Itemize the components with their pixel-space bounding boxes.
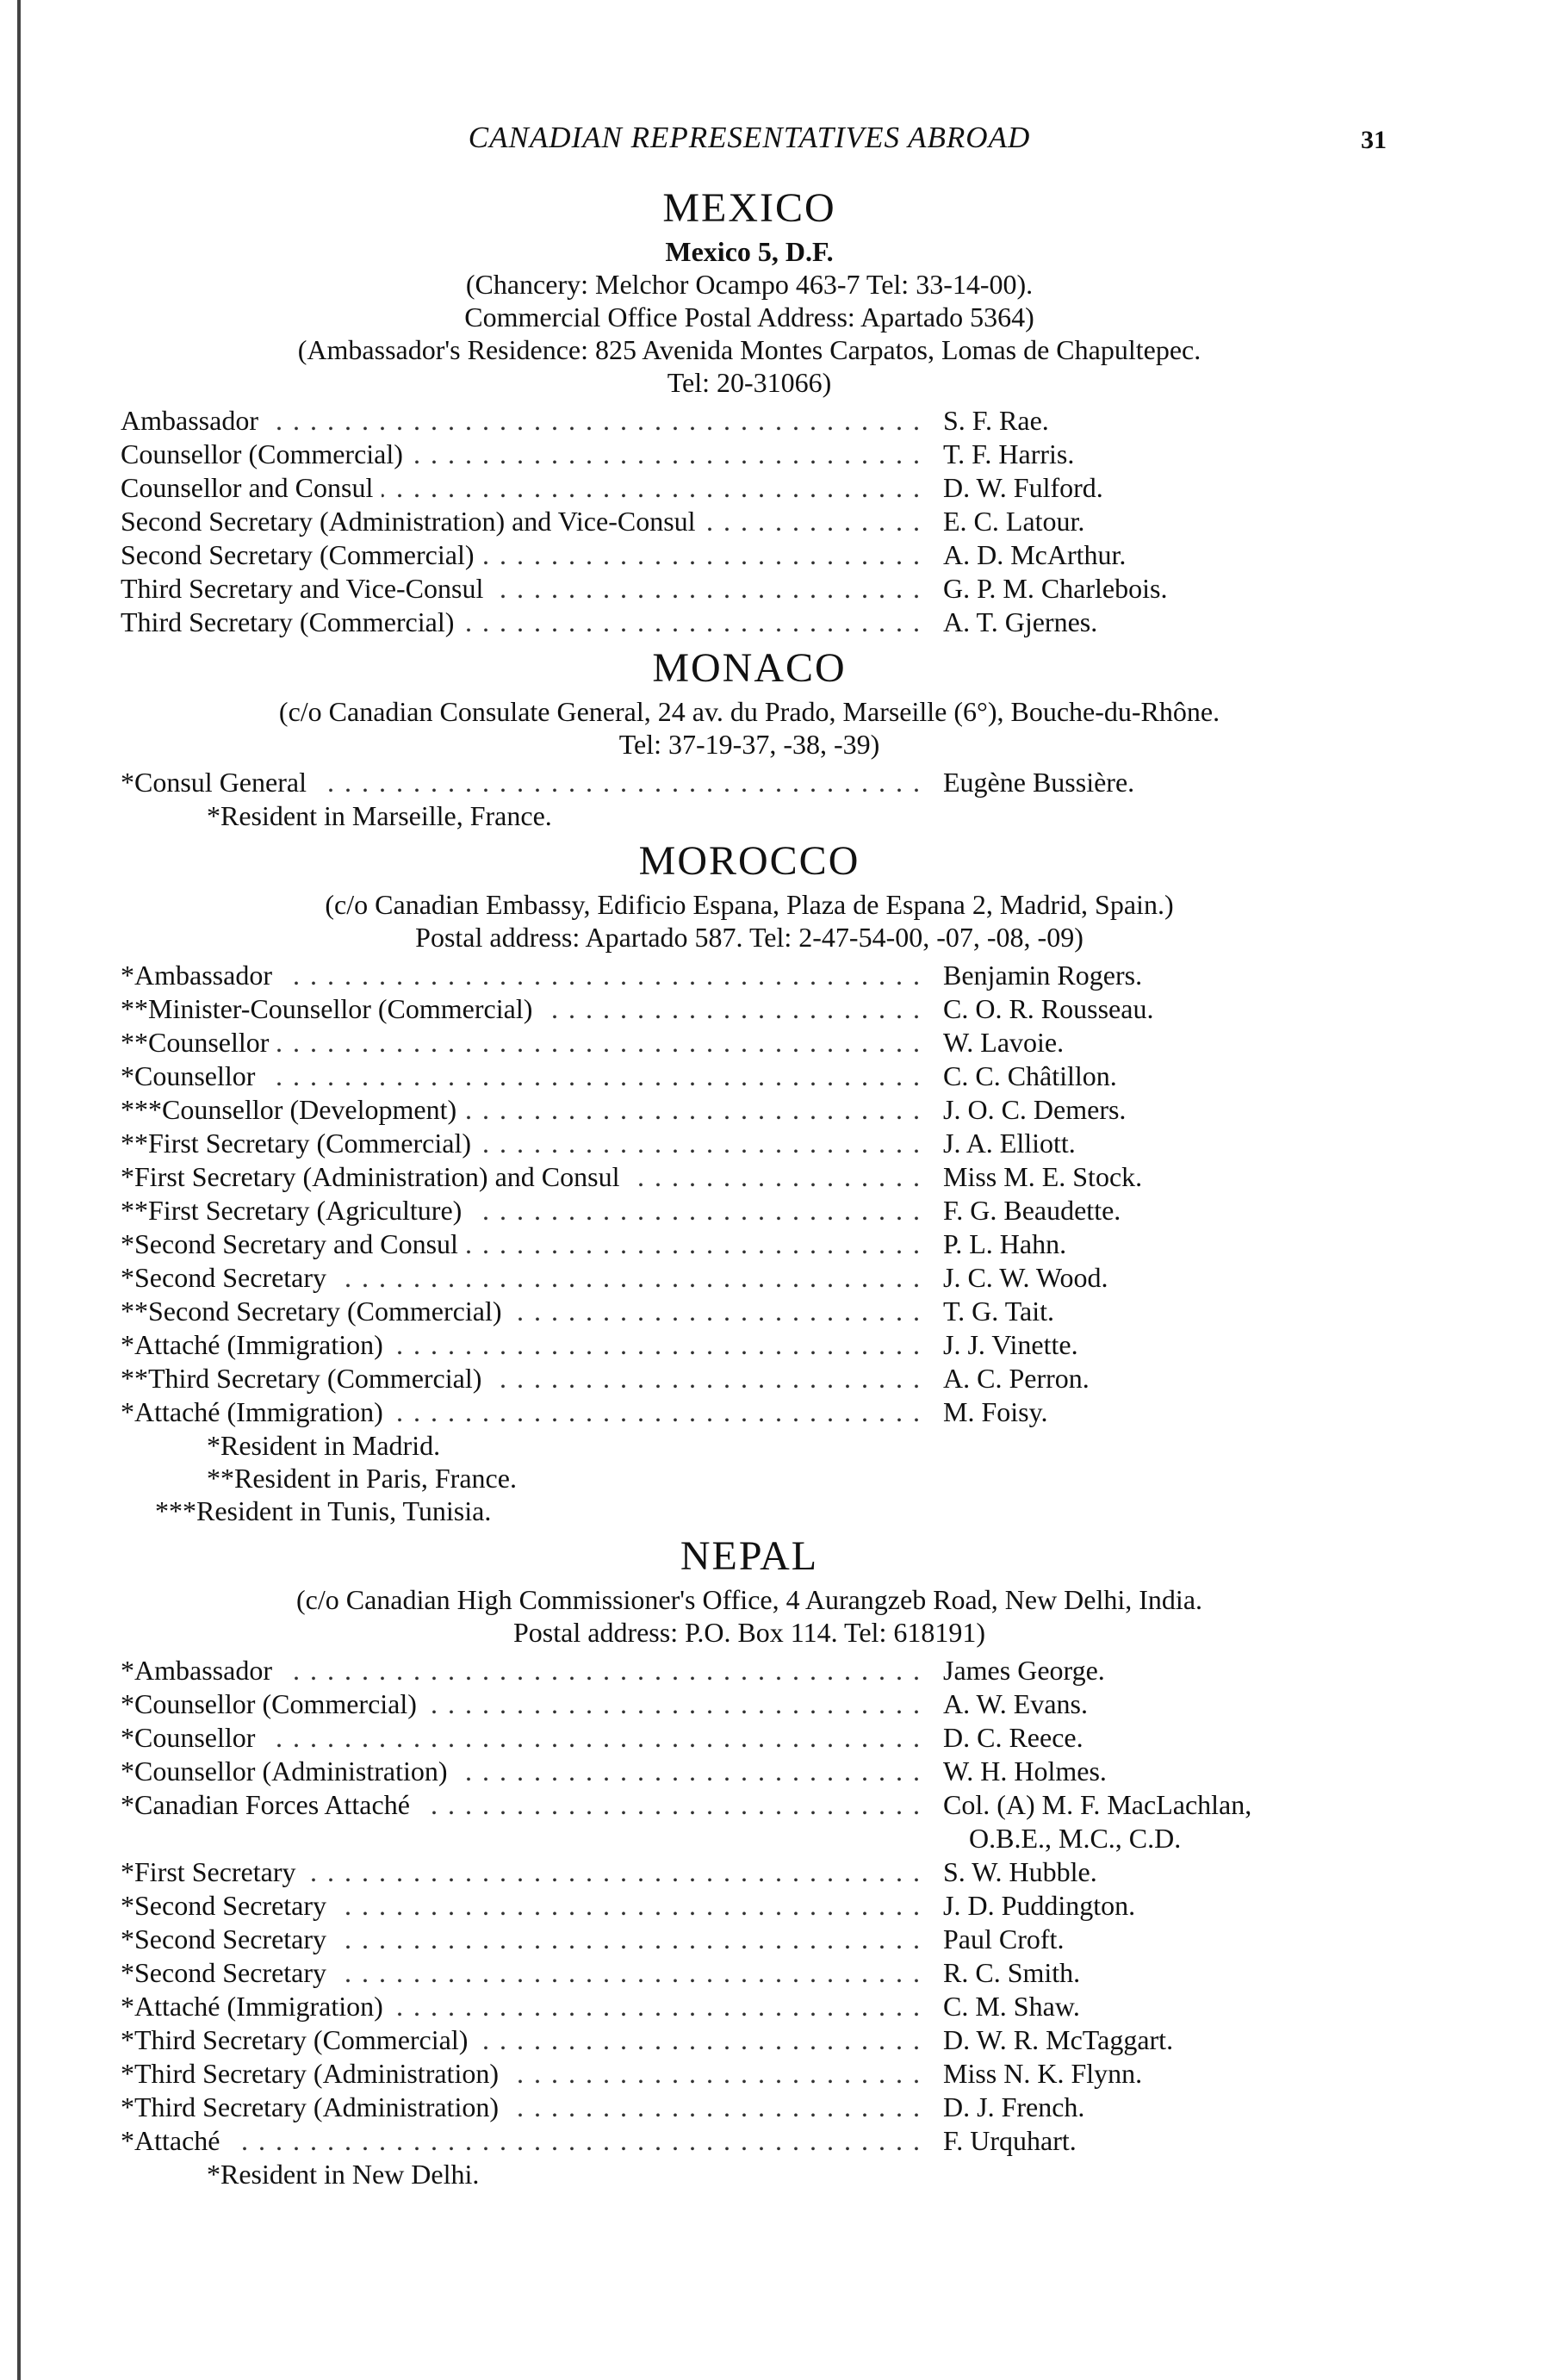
staff-name <box>926 1261 1108 1295</box>
staff-role <box>121 1093 926 1127</box>
staff-row <box>121 1160 1378 1194</box>
staff-role <box>121 1889 926 1923</box>
staff-role-text: Second Secretary (Commercial) <box>121 539 483 570</box>
staff-role <box>121 2091 926 2124</box>
staff-row <box>121 1956 1378 1990</box>
staff-name <box>926 1026 1064 1060</box>
staff-name-text: C. O. R. Rousseau. <box>943 993 1154 1024</box>
country-heading: MONACO <box>652 645 847 691</box>
staff-name <box>926 2124 1077 2158</box>
staff-list <box>121 959 1378 1429</box>
staff-role-text: ***Counsellor (Development) <box>121 1094 465 1125</box>
staff-row <box>121 1362 1378 1395</box>
staff-name <box>926 1093 1126 1127</box>
staff-role <box>121 1687 926 1721</box>
staff-name <box>926 1160 1142 1194</box>
staff-list <box>121 1654 1378 2158</box>
section-monaco <box>121 644 1378 832</box>
staff-role-text: *Counsellor (Administration) <box>121 1755 456 1787</box>
staff-role-text: *Third Secretary (Commercial) <box>121 2024 476 2055</box>
footnotes <box>121 799 1378 832</box>
staff-name <box>926 1227 1066 1261</box>
staff-row <box>121 1755 1378 1788</box>
address-line: Postal address: P.O. Box 114. Tel: 618191) <box>513 1617 985 1648</box>
address-line: (c/o Canadian Consulate General, 24 av. du Prado, Marseille (6°), Bouche-du-Rhône. <box>278 696 1220 727</box>
staff-name-text: D. W. R. McTaggart. <box>943 2024 1174 2055</box>
staff-name-text: C. C. Châtillon. <box>943 1060 1117 1091</box>
staff-name-text: A. T. Gjernes. <box>943 606 1098 637</box>
staff-name <box>926 1889 1135 1923</box>
staff-row <box>121 572 1378 606</box>
staff-name-text: W. Lavoie. <box>943 1027 1065 1058</box>
staff-name-text: S. F. Rae. <box>943 405 1049 436</box>
staff-row <box>121 1923 1378 1956</box>
staff-name-text: T. G. Tait. <box>943 1296 1054 1327</box>
staff-row <box>121 404 1378 438</box>
country-heading: MEXICO <box>662 185 836 231</box>
footnote: *Resident in New Delhi. <box>207 2159 480 2190</box>
staff-role-text: *Third Secretary (Administration) <box>121 2058 507 2089</box>
staff-role <box>121 404 926 438</box>
staff-name <box>926 471 1103 505</box>
address-block <box>121 888 1378 954</box>
staff-role <box>121 1261 926 1295</box>
staff-name <box>926 606 1097 639</box>
staff-role <box>121 1788 926 1822</box>
staff-role-text: *Attaché (Immigration) <box>121 1329 392 1360</box>
staff-name-text: Miss N. K. Flynn. <box>943 2058 1143 2089</box>
staff-role <box>121 2023 926 2057</box>
staff-name <box>926 1295 1054 1328</box>
staff-row <box>121 959 1378 992</box>
address-block <box>121 695 1378 761</box>
staff-name-text: F. Urquhart. <box>943 2125 1077 2156</box>
staff-list <box>121 404 1378 639</box>
staff-row <box>121 1060 1378 1093</box>
country-heading: NEPAL <box>680 1533 819 1579</box>
staff-name-text: J. O. C. Demers. <box>943 1094 1127 1125</box>
staff-row <box>121 1227 1378 1261</box>
footnote: *Resident in Madrid. <box>207 1430 441 1461</box>
staff-role <box>121 1328 926 1362</box>
staff-row <box>121 2124 1378 2158</box>
staff-role-text: *Second Secretary <box>121 1923 335 1954</box>
staff-list <box>121 766 1378 799</box>
staff-name-text: James George. <box>943 1655 1105 1686</box>
staff-row <box>121 606 1378 639</box>
page <box>121 112 1387 2190</box>
staff-role <box>121 1721 926 1755</box>
staff-row <box>121 766 1378 799</box>
staff-name-text: Benjamin Rogers. <box>943 960 1143 991</box>
staff-role-text: *Second Secretary <box>121 1262 335 1293</box>
staff-row <box>121 1855 1378 1889</box>
address-line: Commercial Office Postal Address: Apartado 5364) <box>464 301 1034 332</box>
staff-role-text: **First Secretary (Agriculture) <box>121 1195 470 1226</box>
staff-role-text: *Second Secretary <box>121 1957 335 1988</box>
staff-name <box>926 1721 1083 1755</box>
staff-name <box>926 1654 1105 1687</box>
staff-row <box>121 1395 1378 1429</box>
staff-role-text: *Attaché <box>121 2125 229 2156</box>
footnote: *Resident in Marseille, France. <box>207 800 552 831</box>
staff-row <box>121 1328 1378 1362</box>
staff-name <box>926 1395 1048 1429</box>
staff-role <box>121 505 926 538</box>
staff-role-text: *First Secretary (Administration) and Consul <box>121 1161 628 1192</box>
staff-name <box>926 1328 1078 1362</box>
staff-name <box>926 2091 1084 2124</box>
staff-role <box>121 1160 926 1194</box>
address-line: Tel: 20-31066) <box>667 367 832 398</box>
running-title: CANADIAN REPRESENTATIVES ABROAD <box>468 121 1031 154</box>
staff-row <box>121 1261 1378 1295</box>
staff-role-text: Third Secretary (Commercial) <box>121 606 463 637</box>
staff-role-text: *Attaché (Immigration) <box>121 1991 392 2022</box>
staff-name-text: J. J. Vinette. <box>943 1329 1078 1360</box>
staff-role-text: *Consul General <box>121 767 315 798</box>
address-line: (c/o Canadian High Commissioner's Office, 4 Aurangzeb Road, New Delhi, India. <box>295 1584 1203 1615</box>
staff-role <box>121 1227 926 1261</box>
staff-name-text: D. W. Fulford. <box>943 472 1103 503</box>
section-morocco <box>121 837 1378 1527</box>
staff-name <box>926 1956 1080 1990</box>
section-mexico <box>121 184 1378 639</box>
staff-name-text: Miss M. E. Stock. <box>943 1161 1143 1192</box>
staff-name-text: C. M. Shaw. <box>943 1991 1080 2022</box>
staff-name-text: Col. (A) M. F. MacLachlan, <box>943 1789 1252 1820</box>
staff-name <box>926 1362 1090 1395</box>
staff-role <box>121 959 926 992</box>
staff-role-text: **Minister-Counsellor (Commercial) <box>121 993 541 1024</box>
staff-role <box>121 1060 926 1093</box>
staff-role-text: *Third Secretary (Administration) <box>121 2091 507 2122</box>
staff-role-text: Counsellor (Commercial) <box>121 438 412 469</box>
staff-name <box>926 766 1134 799</box>
staff-row <box>121 2023 1378 2057</box>
staff-name-text: A. C. Perron. <box>943 1363 1090 1394</box>
staff-name <box>926 505 1084 538</box>
address-line: (c/o Canadian Embassy, Edificio Espana, Plaza de Espana 2, Madrid, Spain.) <box>325 889 1174 920</box>
running-header <box>121 112 1387 172</box>
staff-role <box>121 992 926 1026</box>
staff-role <box>121 1923 926 1956</box>
staff-name <box>926 404 1049 438</box>
staff-row <box>121 1295 1378 1328</box>
address-line: Mexico 5, D.F. <box>665 236 834 267</box>
footnotes <box>121 2158 1378 2190</box>
staff-name <box>926 1194 1121 1227</box>
staff-name <box>926 1990 1080 2023</box>
staff-row <box>121 1788 1378 1855</box>
staff-role-text: *Ambassador <box>121 960 281 991</box>
staff-role <box>121 1194 926 1227</box>
staff-row <box>121 538 1378 572</box>
staff-role-text: **Counsellor <box>121 1027 277 1058</box>
staff-name <box>926 2023 1173 2057</box>
staff-name-text: Eugène Bussière. <box>943 767 1135 798</box>
staff-row <box>121 1093 1378 1127</box>
staff-role-text: *First Secretary <box>121 1856 305 1887</box>
staff-role-text: *Second Secretary and Consul <box>121 1228 467 1259</box>
staff-role <box>121 2057 926 2091</box>
staff-name-text: E. C. Latour. <box>943 506 1085 537</box>
staff-role-text: *Canadian Forces Attaché <box>121 1789 419 1820</box>
footnotes <box>121 1429 1378 1527</box>
staff-row <box>121 1194 1378 1227</box>
staff-name-text: A. W. Evans. <box>943 1688 1088 1719</box>
staff-role <box>121 766 926 799</box>
staff-role <box>121 538 926 572</box>
staff-name <box>926 1060 1117 1093</box>
staff-name-text: T. F. Harris. <box>943 438 1075 469</box>
staff-role <box>121 606 926 639</box>
staff-name-continuation: O.B.E., M.C., C.D. <box>969 1823 1182 1854</box>
staff-row <box>121 1026 1378 1060</box>
staff-name-text: D. C. Reece. <box>943 1722 1083 1753</box>
left-margin-rule <box>17 0 21 2380</box>
staff-name <box>926 1923 1064 1956</box>
staff-role-text: *Attaché (Immigration) <box>121 1396 392 1427</box>
staff-role-text: *Counsellor <box>121 1722 264 1753</box>
staff-role-text: Third Secretary and Vice-Consul <box>121 573 492 604</box>
staff-name <box>926 1855 1097 1889</box>
staff-role <box>121 1990 926 2023</box>
staff-name-text: R. C. Smith. <box>943 1957 1081 1988</box>
staff-row <box>121 992 1378 1026</box>
staff-name-text: M. Foisy. <box>943 1396 1048 1427</box>
page-number: 31 <box>1361 126 1387 154</box>
staff-name-text: S. W. Hubble. <box>943 1856 1097 1887</box>
staff-role <box>121 572 926 606</box>
staff-row <box>121 1654 1378 1687</box>
staff-row <box>121 1990 1378 2023</box>
staff-name <box>926 1127 1076 1160</box>
staff-role <box>121 1295 926 1328</box>
staff-name-text: W. H. Holmes. <box>943 1755 1107 1787</box>
staff-role-text: Second Secretary (Administration) and Vice-Consul <box>121 506 705 537</box>
staff-role-text: **Third Secretary (Commercial) <box>121 1363 490 1394</box>
staff-role <box>121 1395 926 1429</box>
staff-name-text: D. J. French. <box>943 2091 1085 2122</box>
staff-row <box>121 505 1378 538</box>
staff-name-text: F. G. Beaudette. <box>943 1195 1121 1226</box>
staff-name <box>926 992 1153 1026</box>
staff-row <box>121 1889 1378 1923</box>
footnote: **Resident in Paris, France. <box>207 1463 517 1494</box>
staff-role <box>121 1855 926 1889</box>
address-block <box>121 235 1378 399</box>
staff-role-text: **First Secretary (Commercial) <box>121 1128 480 1159</box>
staff-name-text: J. A. Elliott. <box>943 1128 1076 1159</box>
staff-row <box>121 471 1378 505</box>
address-line: (Ambassador's Residence: 825 Avenida Montes Carpatos, Lomas de Chapultepec. <box>297 334 1201 365</box>
section-nepal <box>121 1532 1378 2190</box>
staff-row <box>121 1127 1378 1160</box>
staff-name <box>926 1687 1088 1721</box>
staff-name-text: P. L. Hahn. <box>943 1228 1067 1259</box>
country-heading: MOROCCO <box>638 838 860 884</box>
staff-row <box>121 438 1378 471</box>
staff-name <box>926 438 1074 471</box>
staff-name-text: J. D. Puddington. <box>943 1890 1136 1921</box>
staff-name <box>926 538 1126 572</box>
footnote: ***Resident in Tunis, Tunisia. <box>155 1495 492 1526</box>
address-line: Tel: 37-19-37, -38, -39) <box>618 729 880 760</box>
staff-name <box>926 959 1142 992</box>
staff-role-text: *Second Secretary <box>121 1890 335 1921</box>
staff-row <box>121 2057 1378 2091</box>
address-block <box>121 1583 1378 1649</box>
staff-name-text: A. D. McArthur. <box>943 539 1127 570</box>
staff-name <box>926 572 1167 606</box>
staff-role-text: Counsellor and Consul <box>121 472 382 503</box>
staff-role <box>121 1127 926 1160</box>
staff-row <box>121 1687 1378 1721</box>
staff-role <box>121 1755 926 1788</box>
staff-role <box>121 1362 926 1395</box>
staff-name <box>926 2057 1142 2091</box>
staff-role <box>121 471 926 505</box>
staff-role <box>121 1026 926 1060</box>
staff-row <box>121 1721 1378 1755</box>
staff-role-text: **Second Secretary (Commercial) <box>121 1296 511 1327</box>
staff-role-text: *Ambassador <box>121 1655 281 1686</box>
staff-name <box>926 1755 1107 1788</box>
staff-name-text: J. C. W. Wood. <box>943 1262 1108 1293</box>
staff-role-text: Ambassador <box>121 405 267 436</box>
staff-name-text: Paul Croft. <box>943 1923 1065 1954</box>
staff-role-text: *Counsellor (Commercial) <box>121 1688 425 1719</box>
staff-row <box>121 2091 1378 2124</box>
address-line: (Chancery: Melchor Ocampo 463-7 Tel: 33-14-00). <box>465 269 1034 300</box>
staff-role <box>121 1956 926 1990</box>
staff-role-text: *Counsellor <box>121 1060 264 1091</box>
staff-role <box>121 438 926 471</box>
staff-role <box>121 2124 926 2158</box>
address-line: Postal address: Apartado 587. Tel: 2-47-54-00, -07, -08, -09) <box>415 922 1083 953</box>
staff-name <box>926 1788 1251 1855</box>
staff-name-text: G. P. M. Charlebois. <box>943 573 1168 604</box>
staff-role <box>121 1654 926 1687</box>
